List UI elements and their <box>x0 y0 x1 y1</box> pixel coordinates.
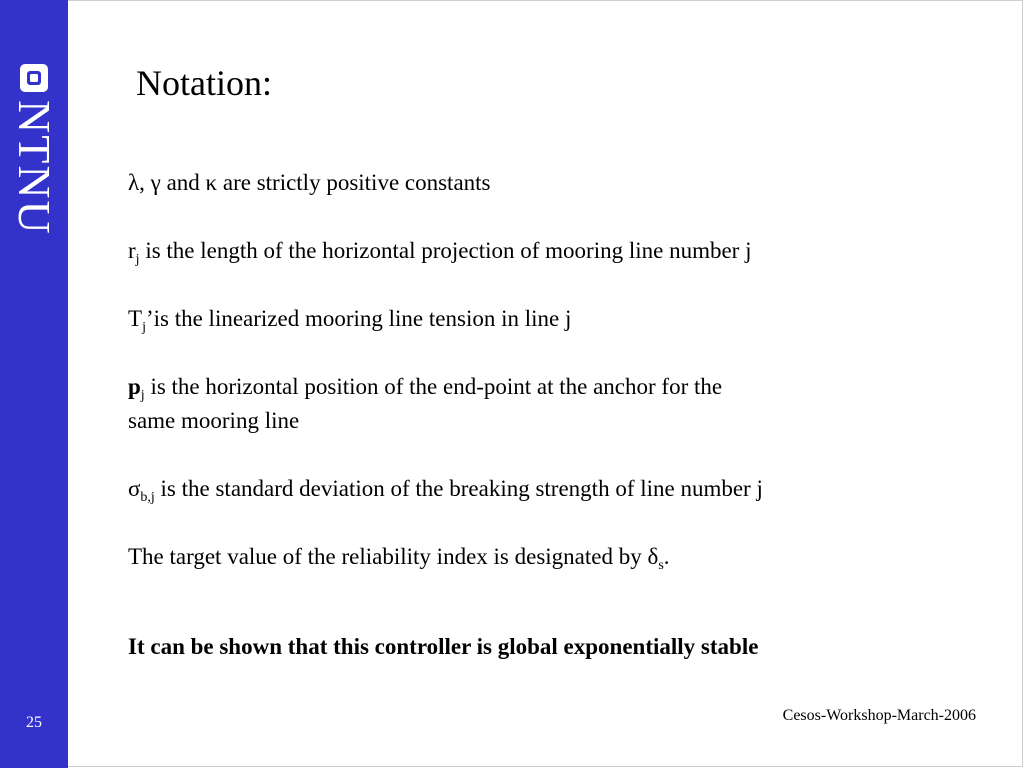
footer: Cesos-Workshop-March-2006 <box>782 707 976 724</box>
notation-p-continuation: same mooring line <box>128 408 300 433</box>
subscript-s: s <box>658 558 664 573</box>
notation-delta-period: . <box>663 544 670 569</box>
subscript-j: j <box>135 252 140 267</box>
notation-r <box>128 236 751 266</box>
notation-p-text: is the horizontal position of the end-point at the anchor for the <box>144 374 723 399</box>
logo-text: NTNU <box>9 100 60 236</box>
symbol-sigma: σ <box>128 476 141 501</box>
sidebar <box>0 0 68 768</box>
symbol-r: r <box>128 238 136 263</box>
subscript-j: j <box>142 320 146 335</box>
notation-t <box>128 304 571 334</box>
symbol-p: p <box>128 374 141 399</box>
notation-constants: λ, γ and κ are strictly positive constants <box>128 170 491 195</box>
symbol-t: T <box>128 306 143 331</box>
notation-sigma-text: is the standard deviation of the breaking strength of line number j <box>154 476 763 501</box>
notation-delta-text: The target value of the reliability index is designated by δ <box>128 544 659 569</box>
notation-r-text: is the length of the horizontal projection of mooring line number j <box>139 238 752 263</box>
notation-t-text: ’is the linearized mooring line tension in line j <box>145 306 572 331</box>
conclusion: It can be shown that this controller is global exponentially stable <box>128 634 759 659</box>
subscript-bj: b,j <box>140 490 155 505</box>
slide-number: 25 <box>26 714 42 731</box>
slide-title: Notation: <box>136 63 272 103</box>
notation-p <box>128 372 722 402</box>
subscript-j: j <box>140 388 145 403</box>
ntnu-logo-icon <box>20 64 48 92</box>
notation-delta <box>128 542 670 572</box>
notation-sigma <box>128 474 763 504</box>
